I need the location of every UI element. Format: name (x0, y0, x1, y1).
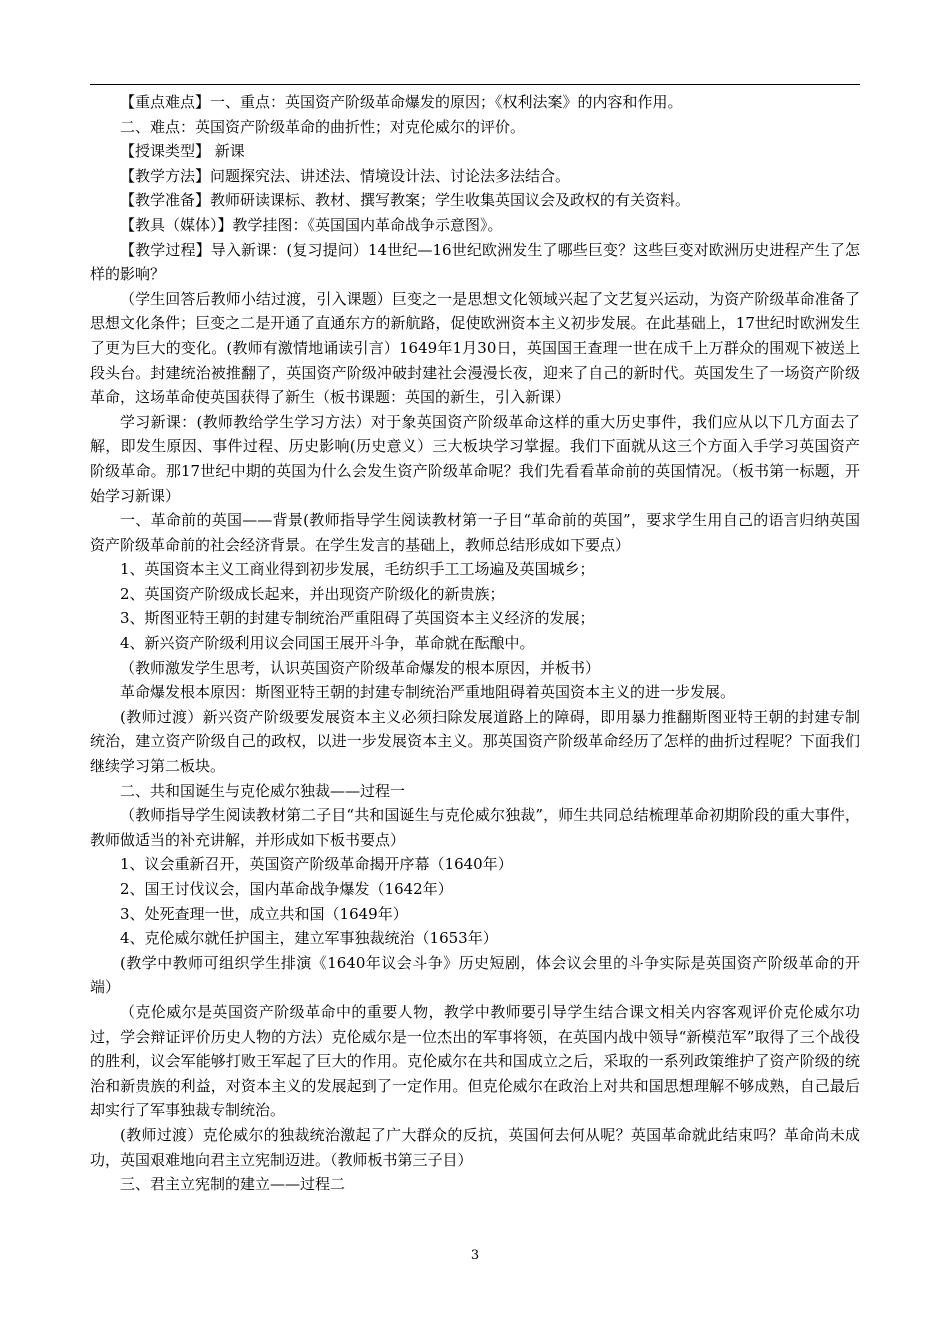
list-item: 3、斯图亚特王朝的封建专制统治严重阻碍了英国资本主义经济的发展； (120, 609, 595, 628)
section-heading: 二、共和国诞生与克伦威尔独裁——过程一 (120, 781, 406, 800)
paragraph: (教师过渡）新兴资产阶级要发展资本主义必须扫除发展道路上的障碍，即用暴力推翻斯图亚特王朝的封建专制统治，建立资产阶级自己的政权，以进一步发展资本主义。那英国资产阶级革命经历了怎样的曲折过程呢？下面我们继续学习第二板块。 (90, 707, 860, 776)
list-item: 1、英国资本主义工商业得到初步发展，毛纺织手工工场遍及英国城乡； (120, 560, 595, 579)
list-item: 1、议会重新召开，英国资产阶级革命揭开序幕（1640年） (120, 855, 513, 874)
paragraph: 【授课类型】 新课 (120, 142, 245, 161)
paragraph: （教师指导学生阅读教材第二子目“共和国诞生与克伦威尔独裁”，师生共同总结梳理革命初期阶段的重大事件，教师做适当的补充讲解，并形成如下板书要点） (90, 806, 860, 849)
paragraph: （学生回答后教师小结过渡，引入课题）巨变之一是思想文化领域兴起了文艺复兴运动，为资产阶级革命准备了思想文化条件；巨变之二是开通了直通东方的新航路，促使欧洲资本主义初步发展。在此基础上，17世纪时欧洲发生了更为巨大的变化。(教师有激情地诵读引言）1649年1月30日，英国国王查理一世在成千上万群众的围观下被送上段头台。封建统治被推翻了，英国资产阶级冲破封建社会漫漫长夜，迎来了自己的新时代。英国发生了一场资产阶级革命，这场革命使英国获得了新生（板书课题：英国的新生，引入新课） (90, 289, 860, 407)
paragraph: （教师激发学生思考，认识英国资产阶级革命爆发的根本原因，并板书） (120, 658, 601, 677)
page-body (90, 90, 860, 1197)
paragraph: 【教具（媒体）】教学挂图：《英国国内革命战争示意图》。 (120, 215, 503, 234)
page-number: 3 (470, 1248, 480, 1263)
list-item: 4、克伦威尔就任护国主，建立军事独裁统治（1653年） (120, 929, 498, 948)
paragraph: (教学中教师可组织学生排演《1640年议会斗争》历史短剧，体会议会里的斗争实际是英国资产阶级革命的开端） (90, 953, 860, 997)
paragraph: 革命爆发根本原因：斯图亚特王朝的封建专制统治严重地阻碍着英国资本主义的进一步发展。 (120, 683, 736, 702)
paragraph: 二、难点：英国资产阶级革命的曲折性；对克伦威尔的评价。 (120, 117, 526, 136)
paragraph: （克伦威尔是英国资产阶级革命中的重要人物，教学中教师要引导学生结合课文相关内容客观评价克伦威尔功过，学会辩证评价历史人物的方法）克伦威尔是一位杰出的军事将领，在英国内战中领导“新模范军”取得了三个战役的胜利，议会军能够打败王军起了巨大的作用。克伦威尔在共和国成立之后，采取的一系列政策维护了资产阶级的统治和新贵族的利益，对资本主义的发展起到了一定作用。但克伦威尔在政治上对共和国思想理解不够成熟，自己最后却实行了军事独裁专制统治。 (90, 1002, 860, 1120)
list-item: 2、英国资产阶级成长起来，并出现资产阶级化的新贵族； (120, 584, 505, 603)
paragraph: 【教学过程】导入新课：(复习提问）14世纪—16世纪欧洲发生了哪些巨变？这些巨变对欧洲历史进程产生了怎样的影响？ (90, 240, 860, 284)
paragraph: 学习新课：(教师教给学生学习方法）对于象英国资产阶级革命这样的重大历史事件，我们应从以下几方面去了解，即发生原因、事件过程、历史影响(历史意义）三大板块学习掌握。我们下面就从这三个方面入手学习英国资产阶级革命。那17世纪中期的英国为什么会发生资产阶级革命呢？我们先看看革命前的英国情况。（板书第一标题，开始学习新课） (90, 412, 860, 505)
paragraph: 【教学准备】教师研读课标、教材、撰写教案；学生收集英国议会及政权的有关资料。 (120, 191, 691, 210)
header-rule (90, 84, 860, 85)
paragraph: (教师过渡）克伦威尔的独裁统治激起了广大群众的反抗，英国何去何从呢？英国革命就此结束吗？革命尚未成功，英国艰难地向君主立宪制迈进。（教师板书第三子目） (90, 1125, 860, 1169)
paragraph: 【重点难点】一、重点：英国资产阶级革命爆发的原因；《权利法案》的内容和作用。 (120, 93, 683, 111)
list-item: 2、国王讨伐议会，国内革命战争爆发（1642年） (120, 880, 453, 898)
list-item: 4、新兴资产阶级利用议会同国王展开斗争，革命就在酝酿中。 (120, 634, 535, 653)
list-item: 3、处死查理一世，成立共和国（1649年） (120, 904, 408, 923)
section-heading: 三、君主立宪制的建立——过程二 (120, 1175, 346, 1194)
paragraph: 【教学方法】问题探究法、讲述法、情境设计法、讨论法多法结合。 (120, 166, 571, 185)
paragraph: 一、革命前的英国——背景(教师指导学生阅读教材第一子目“革命前的英国”，要求学生用自己的语言归纳英国资产阶级革命前的社会经济背景。在学生发言的基础上，教师总结形成如下要点） (90, 511, 860, 554)
